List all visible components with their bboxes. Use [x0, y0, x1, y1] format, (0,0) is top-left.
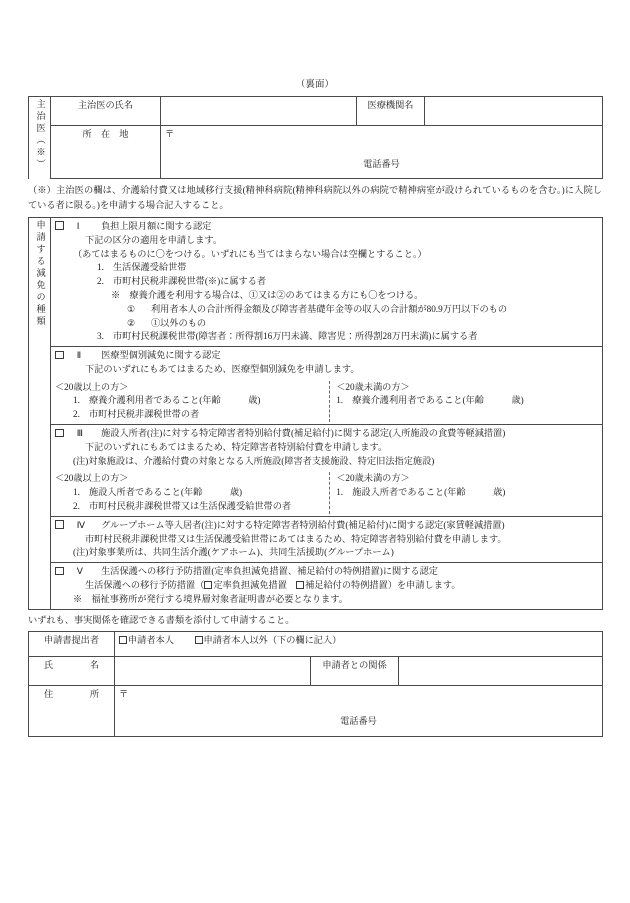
section-I-item-3-no: 3. [97, 331, 104, 342]
section-II-age-over-item-2[interactable] [55, 408, 325, 422]
section-I-circled-2-text: ①以外のもの [151, 317, 207, 328]
section-III-age-row [29, 470, 603, 516]
submitter-option-other: 申請者本人以外（下の欄に記入） [203, 634, 342, 645]
section-III-age-cell [51, 470, 603, 516]
section-I-circled-1-no: ① [127, 303, 136, 314]
section-IV-row [29, 516, 603, 562]
doctor-name-row [29, 97, 603, 126]
section-II-cell [51, 347, 603, 379]
submitter-address-value[interactable] [119, 701, 598, 715]
section-III-title: 施設入所者(注)に対する特定障害者特別給付費(補足給付)に関する認定(入所施設の食費等軽減措置) [101, 428, 506, 439]
doctor-institution-value[interactable] [425, 97, 603, 126]
section-II-subtitle: 下記のいずれにもあてはまるため、医療型個別減免を申請します。 [85, 363, 360, 374]
section-V-option-2: 補足給付の特例措置 [305, 580, 388, 591]
section-III-age-over-heading: ＜20歳以上の方＞ [55, 473, 129, 484]
section-II-row [29, 347, 603, 379]
submitter-tel-label: 電話番号 [340, 716, 377, 727]
section-II-header[interactable] [55, 349, 598, 363]
submitter-table [28, 631, 603, 737]
checkbox-icon-section-III[interactable] [55, 429, 64, 438]
submitter-address-row [29, 685, 603, 736]
reduction-table [28, 217, 603, 610]
section-I-item-1-no: 1. [97, 262, 104, 273]
section-IV-title: グループホーム等入居者(注)に対する特定障害者特別給付費(補足給付)に関する認定(家賃軽減措置) [101, 519, 505, 530]
section-III-age-over-item-2-text: 市町村民税非課税世帯又は生活保護受給世帯の者 [89, 501, 292, 512]
section-III-subtitle: 下記のいずれにもあてはまるため、特定障害者特別給付費を申請します。 [85, 441, 388, 452]
section-II-age-under-item-1-no: 1. [336, 395, 344, 406]
section-V-cell [51, 563, 603, 609]
doctor-address-label: 所 在 地 [51, 126, 161, 179]
checkbox-icon-submitter-other[interactable] [195, 636, 203, 644]
section-V-subtitle-post: ）を申請します。 [387, 580, 461, 591]
doctor-postal-mark: 〒 [165, 129, 175, 140]
section-I-header[interactable] [55, 220, 598, 234]
section-IV-chu-note: (注)対象事業所は、共同生活介護(ケアホーム)、共同生活援助(グループホーム) [73, 547, 394, 558]
section-I-item-2[interactable] [55, 275, 598, 289]
doctor-address-cell[interactable] [161, 126, 603, 179]
submitter-relation-label: 申請者との関係 [311, 656, 399, 685]
submitter-address-cell[interactable] [115, 685, 603, 736]
section-III-age-under-heading: ＜20歳未満の方＞ [336, 473, 410, 484]
checkbox-icon-section-I[interactable] [55, 221, 64, 230]
section-I-circled-2-no: ② [127, 317, 136, 328]
section-III-age-under-item-1-text: 施設入所者であること(年齢 歳) [352, 487, 506, 498]
section-I-title: 負担上限月額に関する認定 [101, 220, 212, 231]
section-I-kome-note: ※ 療養介護を利用する場合は、①又は②のあてはまる方にも〇をつける。 [111, 289, 424, 300]
section-III-cell [51, 425, 603, 471]
doctor-note: （※）主治医の欄は、介護給付費又は地域移行支援(精神科病院(精神科病院以外の病院で精神病室が設けられているものを含む。)に入院している者に限る。)を申請する場合記入すること。 [28, 185, 602, 211]
section-III-age-under-item-1[interactable] [336, 486, 598, 500]
section-II-numeral: Ⅱ [76, 350, 82, 361]
section-V-subtitle [55, 579, 598, 593]
doctor-vertical-label: 主治医（※） [35, 99, 46, 171]
section-III-age-over-item-1-no: 1. [73, 487, 80, 498]
section-I-note: （あてはまるものに〇をつける。いずれにも当てはまらない場合は空欄とすること。） [73, 248, 427, 259]
section-III-numeral: Ⅲ [76, 428, 84, 439]
reduction-vertical-label: 申請する減免の種類 [35, 219, 46, 328]
checkbox-icon-submitter-self[interactable] [119, 636, 127, 644]
doctor-name-label: 主治医の氏名 [51, 97, 161, 126]
section-II-age-under-item-1[interactable] [336, 394, 598, 408]
section-V-subtitle-mid [287, 580, 296, 590]
section-II-age-under-col [329, 381, 598, 422]
section-I-row [29, 217, 603, 346]
section-I-circled-1-text: 利用者本人の合計所得金額及び障害者基礎年金等の収入の合計額が80.9万円以下のもの [151, 303, 508, 314]
checkbox-icon-supplementary-benefit-special[interactable] [296, 581, 304, 589]
section-III-age-under-col [329, 472, 598, 513]
doctor-address-value[interactable] [165, 142, 598, 158]
submitter-options-cell[interactable] [115, 631, 603, 656]
section-II-title: 医療型個別減免に関する認定 [101, 350, 221, 361]
section-III-age-over-item-2[interactable] [55, 500, 325, 514]
doctor-vertical-label-cell [29, 97, 51, 179]
doctor-institution-label: 医療機関名 [357, 97, 425, 126]
section-IV-numeral: Ⅳ [76, 519, 86, 530]
section-I-subtitle: 下記の区分の適用を申請します。 [85, 234, 223, 245]
submitter-relation-value[interactable] [399, 656, 603, 685]
section-V-subtitle-pre: 生活保護への移行予防措置（ [85, 580, 205, 591]
doctor-address-row [29, 126, 603, 179]
section-I-item-3-text: 市町村民税課税世帯(障害者：所得割16万円未満、障害児：所得割28万円未満)に属する者 [113, 331, 478, 342]
submitter-name-value[interactable] [115, 656, 311, 685]
section-V-option-1: 定率負担減免措置 [213, 580, 287, 591]
section-V-kome-note: ※ 福祉事務所が発行する境界層対象者証明書が必要となります。 [73, 593, 348, 604]
checkbox-icon-section-V[interactable] [55, 567, 64, 576]
section-III-age-over-item-1-text: 施設入所者であること(年齢 歳) [89, 487, 243, 498]
submitter-row [29, 631, 603, 656]
section-II-age-over-item-2-text: 市町村民税非課税世帯の者 [89, 409, 200, 420]
section-II-age-cell [51, 379, 603, 425]
section-I-circled-2[interactable] [55, 317, 598, 331]
section-I-item-1[interactable] [55, 261, 598, 275]
section-V-row [29, 563, 603, 609]
section-IV-subtitle: 市町村民税非課税世帯又は生活保護受給世帯にあてはまるため、特定障害者特別給付費を申請します。 [85, 533, 507, 544]
doctor-tel-label: 電話番号 [363, 158, 400, 169]
section-I-numeral: Ⅰ [76, 220, 80, 231]
section-III-age-under-item-1-no: 1. [336, 487, 344, 498]
sheet-side-label: （裏面） [295, 80, 335, 90]
section-III-age-over-item-2-no: 2. [73, 501, 80, 512]
submitter-postal-mark: 〒 [119, 688, 129, 699]
section-IV-cell [51, 516, 603, 562]
submitter-name-row [29, 656, 603, 685]
section-III-header[interactable] [55, 427, 598, 441]
section-V-numeral: Ⅴ [76, 566, 84, 577]
section-III-row [29, 425, 603, 471]
section-I-cell [51, 217, 603, 346]
section-II-age-under-item-1-text: 療養介護利用者であること(年齢 歳) [352, 395, 524, 406]
section-I-item-2-text: 市町村民税非課税世帯(※)に属する者 [113, 276, 267, 287]
section-II-age-over-item-1-no: 1. [73, 395, 80, 406]
section-I-item-2-no: 2. [97, 276, 104, 287]
bottom-note: いずれも、事実関係を確認できる書類を添付して申請すること。 [28, 614, 295, 625]
section-II-age-over-item-1-text: 療養介護利用者であること(年齢 歳) [89, 395, 261, 406]
reduction-vertical-label-cell [29, 217, 51, 609]
doctor-name-value[interactable] [161, 97, 357, 126]
section-IV-header[interactable] [55, 519, 598, 533]
section-II-age-under-heading: ＜20歳未満の方＞ [336, 381, 410, 392]
section-III-age-over-col [55, 472, 329, 513]
section-II-age-over-heading: ＜20歳以上の方＞ [55, 381, 129, 392]
submitter-address-label: 住 所 [29, 685, 115, 736]
submitter-option-self: 申請者本人 [128, 634, 174, 645]
section-V-header[interactable] [55, 565, 598, 579]
checkbox-icon-flat-rate-reduction[interactable] [204, 581, 212, 589]
section-II-age-over-item-2-no: 2. [73, 409, 80, 420]
section-I-item-3[interactable] [55, 330, 598, 344]
section-I-item-1-text: 生活保護受給世帯 [113, 262, 187, 273]
section-V-title: 生活保護への移行予防措置(定率負担減免措置、補足給付の特例措置)に関する認定 [101, 566, 438, 577]
section-II-age-row [29, 379, 603, 425]
section-I-circled-1[interactable] [55, 303, 598, 317]
section-III-age-over-item-1[interactable] [55, 486, 325, 500]
doctor-table [28, 96, 603, 179]
submitter-name-label: 氏 名 [29, 656, 115, 685]
checkbox-icon-section-IV[interactable] [55, 520, 64, 529]
section-III-chu-note: (注)対象施設は、介護給付費の対象となる入所施設(障害者支援施設、特定旧法指定施設) [73, 455, 435, 466]
section-II-age-over-item-1[interactable] [55, 394, 325, 408]
checkbox-icon-section-II[interactable] [55, 351, 64, 360]
submitter-label: 申請書提出者 [29, 631, 115, 656]
section-II-age-over-col [55, 381, 329, 422]
